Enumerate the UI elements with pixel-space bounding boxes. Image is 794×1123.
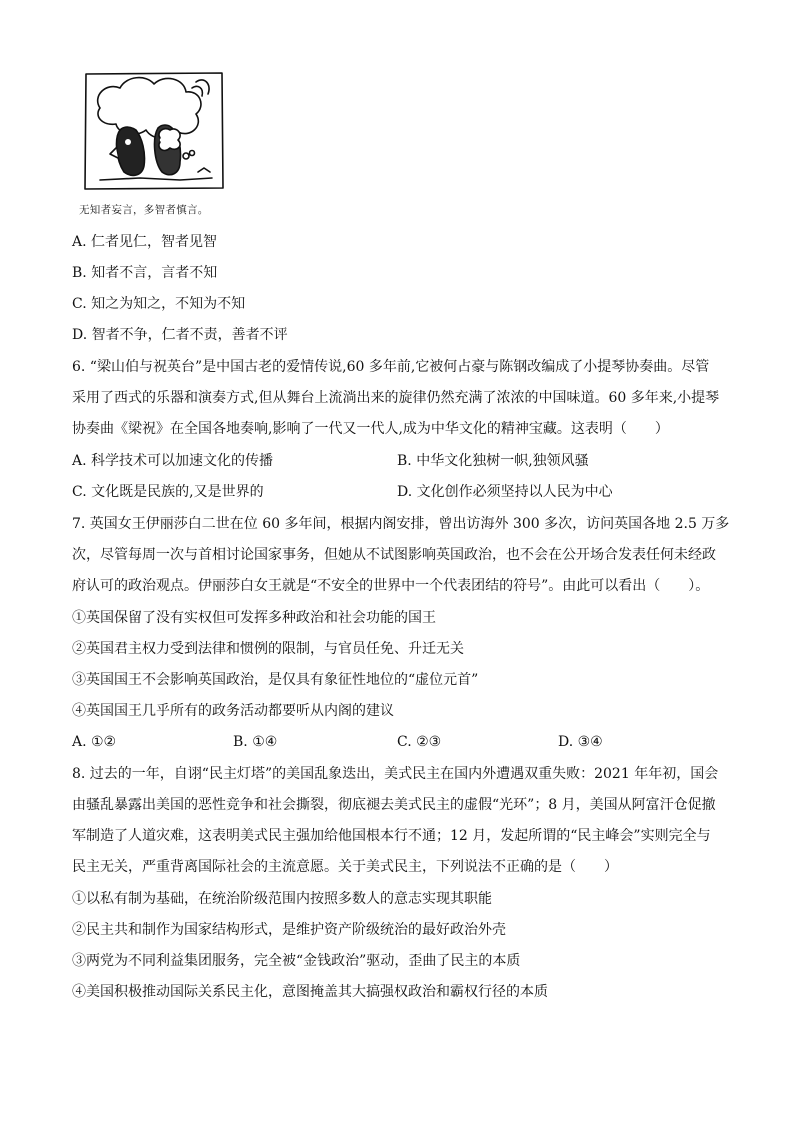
q7-statement-2: ②英国君主权力受到法律和惯例的限制，与官员任免、升迁无关 — [72, 641, 464, 657]
q7-option-d: D. ③④ — [558, 734, 603, 750]
q6-stem-line: 6. “梁山伯与祝英台”是中国古老的爱情传说,60 多年前,它被何占豪与陈钢改编成了小提琴协奏曲。尽管 — [72, 359, 710, 375]
q5-option-b: B. 知者不言，言者不知 — [72, 265, 218, 281]
q6-option-a: A. 科学技术可以加速文化的传播 — [72, 453, 274, 469]
q8-stem-line: 民主无关，严重背离国际社会的主流意愿。关于美式民主，下列说法不正确的是（ ） — [72, 859, 618, 875]
q5-option-c: C. 知之为知之，不知为不知 — [72, 296, 246, 312]
q8-stem-line: 8. 过去的一年，自诩“民主灯塔”的美国乱象迭出，美式民主在国内外遭遇双重失败：2021 年年初，国会 — [72, 766, 719, 782]
q6-stem-line: 采用了西式的乐器和演奏方式,但从舞台上流淌出来的旋律仍然充满了浓浓的中国味道。60 多年来,小提琴 — [72, 390, 720, 406]
cartoon-illustration — [80, 68, 228, 198]
q6-option-d: D. 文化创作必须坚持以人民为中心 — [397, 484, 613, 500]
q6-stem-line: 协奏曲《梁祝》在全国各地奏响,影响了一代又一代人,成为中华文化的精神宝藏。这表明（ ） — [72, 421, 669, 437]
q7-stem-line: 府认可的政治观点。伊丽莎白女王就是“不安全的世界中一个代表团结的符号”。由此可以看出（ ）。 — [72, 578, 710, 594]
q8-statement-2: ②民主共和制作为国家结构形式，是维护资产阶级统治的最好政治外壳 — [72, 922, 506, 938]
q6-option-b: B. 中华文化独树一帜,独领风骚 — [397, 453, 589, 469]
q7-statement-3: ③英国国王不会影响英国政治，是仅具有象征性地位的“虚位元首” — [72, 672, 479, 688]
q5-option-a: A. 仁者见仁，智者见智 — [72, 234, 218, 250]
q7-option-a: A. ①② — [72, 734, 117, 750]
q8-statement-4: ④美国积极推动国际关系民主化，意图掩盖其大搞强权政治和霸权行径的本质 — [72, 984, 548, 1000]
q8-stem-line: 军制造了人道灾难，这表明美式民主强加给他国根本行不通；12 月，发起所谓的“民主峰会”实则完全与 — [72, 828, 711, 844]
q5-option-d: D. 智者不争，仁者不责，善者不评 — [72, 327, 288, 343]
q7-option-b: B. ①④ — [233, 734, 278, 750]
q7-stem-line: 7. 英国女王伊丽莎白二世在位 60 多年间，根据内阁安排，曾出访海外 300 多次，访问英国各地 2.5 万多 — [72, 516, 730, 532]
q7-statement-1: ①英国保留了没有实权但可发挥多种政治和社会功能的国王 — [72, 610, 436, 626]
q8-stem-line: 由骚乱暴露出美国的恶性竞争和社会撕裂，彻底褪去美式民主的虚假“光环”；8 月，美国从阿富汗仓促撤 — [72, 797, 716, 813]
q7-stem-line: 次，尽管每周一次与首相讨论国家事务，但她从不试图影响英国政治，也不会在公开场合发表任何未经政 — [72, 547, 716, 563]
q7-statement-4: ④英国国王几乎所有的政务活动都要听从内阁的建议 — [72, 703, 394, 719]
q7-option-c: C. ②③ — [397, 734, 442, 750]
q8-statement-3: ③两党为不同利益集团服务，完全被“金钱政治”驱动，歪曲了民主的本质 — [72, 953, 521, 969]
cartoon-caption: 无知者妄言，多智者慎言。 — [79, 204, 209, 216]
q6-option-c: C. 文化既是民族的,又是世界的 — [72, 484, 264, 500]
q8-statement-1: ①以私有制为基础，在统治阶级范围内按照多数人的意志实现其职能 — [72, 891, 492, 907]
